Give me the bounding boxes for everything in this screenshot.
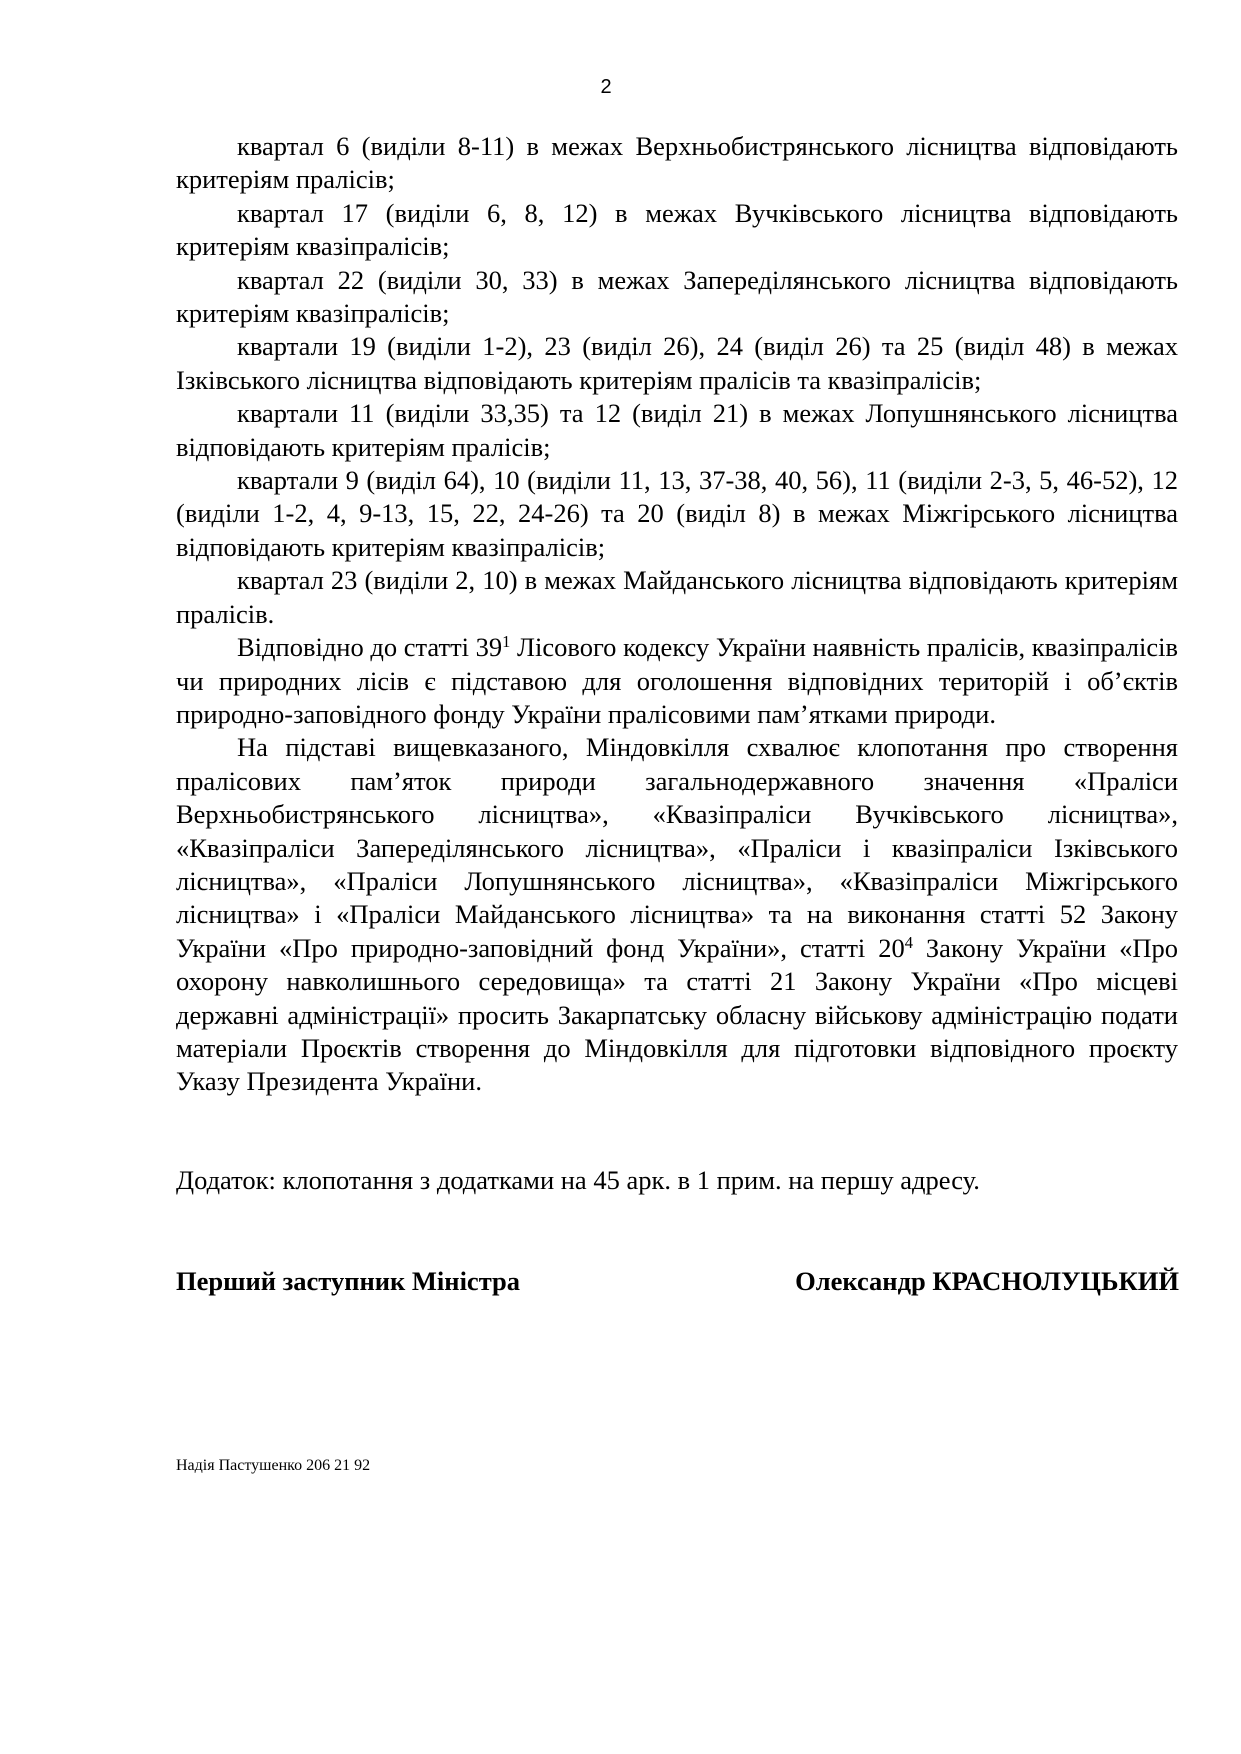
paragraph-lopushnianske: квартали 11 (виділи 33,35) та 12 (виділ 21) в межах Лопушнянського лісництва відповідають критеріям пралісів; <box>176 398 1178 462</box>
superscript-article-number: 4 <box>904 932 913 952</box>
signatory-title: Перший заступник Міністра <box>176 1266 521 1296</box>
paragraph-forest-code-text-end: Лісового кодексу України наявність пралісів, квазіпралісів чи природних лісів є підставою для оголошення відповідних територій і об’єктів природно-заповідного фонду України пралісовими пам’ятками природи. <box>176 632 1178 729</box>
paragraph-maidanske: квартал 23 (виділи 2, 10) в межах Майданського лісництва відповідають критеріям пралісів. <box>176 565 1178 629</box>
paragraph-forest-code-text-start: Відповідно до статті 39 <box>237 632 503 663</box>
signatory-name: Олександр КРАСНОЛУЦЬКИЙ <box>795 1266 1179 1296</box>
paragraph-mizhhirske: квартали 9 (виділ 64), 10 (виділи 11, 13, 37-38, 40, 56), 11 (виділи 2-3, 5, 46-52), 12 (виділи 1-2, 4, 9-13, 15, 22, 24-26) та 20 (виділ 8) в межах Міжгірського лісництва відповідають критеріям квазіпралісів; <box>176 465 1178 562</box>
superscript-article-number: 1 <box>502 632 511 652</box>
paragraph-vuchkivske: квартал 17 (виділи 6, 8, 12) в межах Вучківського лісництва відповідають критеріям квазіпралісів; <box>176 197 1178 262</box>
paragraph-approval-text-start: На підставі вищевказаного, Міндовкілля схвалює клопотання про створення пралісових пам’яток природи загальнодержавного значення «Праліси Верхньобистрянського лісництва», «Квазіпраліси Вучківського лісництва», «Квазіпраліси Запереділянського лісництва», «Праліси і квазіпраліси Ізківського лісництва», «Праліси Лопушнянського лісництва», «Квазіпраліси Міжгірського лісництва» і «Праліси Майданського лісництва» та на виконання статті 52 Закону України «Про природно-заповідний фонд України», статті 20 <box>176 732 1178 963</box>
paragraph-approval <box>176 731 1178 1098</box>
executor-contact: Надія Пастушенко 206 21 92 <box>176 1457 371 1474</box>
page-number: 2 <box>600 76 612 98</box>
paragraph-forest-code <box>176 631 1178 731</box>
appendix-note: Додаток: клопотання з додатками на 45 арк. в 1 прим. на першу адресу. <box>176 1165 980 1195</box>
letter-body <box>176 130 1178 1099</box>
paragraph-zaperedilianske: квартал 22 (виділи 30, 33) в межах Запереділянського лісництва відповідають критеріям квазіпралісів; <box>176 264 1178 329</box>
paragraph-approval-text-end: Закону України «Про охорону навколишнього середовища» та статті 21 Закону України «Про місцеві державні адміністрації» просить Закарпатську обласну військову адміністрацію подати матеріали Проєктів створення до Міндовкілля для підготовки відповідного проєкту Указу Президента України. <box>176 932 1178 1097</box>
paragraph-izkivske: квартали 19 (виділи 1-2), 23 (виділ 26), 24 (виділ 26) та 25 (виділ 48) в межах Ізківського лісництва відповідають критеріям пралісів та квазіпралісів; <box>176 331 1178 395</box>
paragraph-verkhnobystrianske: квартал 6 (виділи 8-11) в межах Верхньобистрянського лісництва відповідають критеріям пралісів; <box>176 131 1178 195</box>
